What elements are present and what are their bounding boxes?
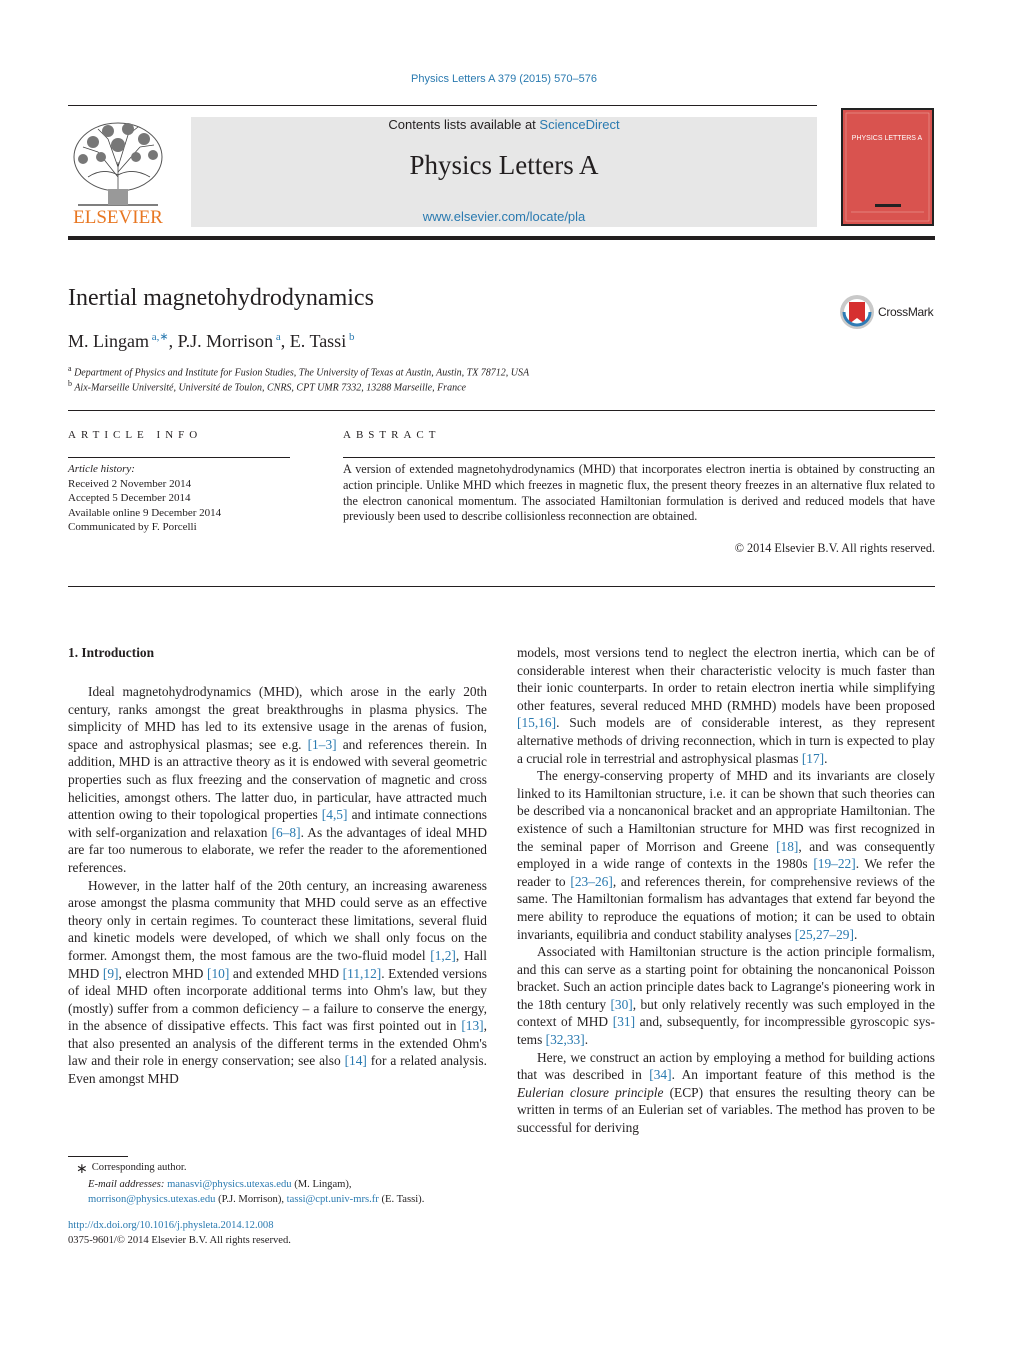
contents-available-line xyxy=(191,117,817,132)
reference-link[interactable]: [15,16] xyxy=(517,715,557,731)
issn-line: 0375-9601/© 2014 Elsevier B.V. All rights reserved. xyxy=(68,1235,291,1246)
paragraph xyxy=(68,877,487,1088)
email-link-morrison[interactable]: morrison@physics.utexas.edu xyxy=(88,1194,216,1205)
author-list xyxy=(68,330,354,352)
paragraph xyxy=(68,683,487,877)
reference-link[interactable]: [9] xyxy=(102,965,119,981)
abstract-heading: ABSTRACT xyxy=(343,429,441,441)
text-run: . xyxy=(853,926,858,942)
crossmark-icon xyxy=(839,294,875,330)
reference-link[interactable]: [19–22] xyxy=(813,856,856,872)
journal-url-link[interactable]: www.elsevier.com/locate/pla xyxy=(422,209,586,224)
email-link-lingam[interactable]: manasvi@physics.utexas.edu xyxy=(167,1179,292,1190)
accepted-date: Accepted 5 December 2014 xyxy=(68,492,191,504)
author-name: E. Tassi xyxy=(289,331,347,351)
doi-link[interactable]: http://dx.doi.org/10.1016/j.physleta.2014.12.008 xyxy=(68,1220,274,1231)
email-owner: (M. Lingam), xyxy=(291,1179,352,1190)
reference-link[interactable]: [11,12] xyxy=(342,965,382,981)
reference-link[interactable]: [23–26] xyxy=(570,873,613,889)
footnote-rule xyxy=(68,1156,128,1157)
email-owner: (E. Tassi). xyxy=(378,1194,425,1205)
reference-link[interactable]: [13] xyxy=(461,1018,484,1034)
header-thick-rule xyxy=(68,236,935,240)
reference-link[interactable]: [34] xyxy=(649,1067,672,1083)
footnote xyxy=(68,1160,488,1207)
affiliation-text: Aix-Marseille Université, Université de Toulon, CNRS, CPT UMR 7332, 13288 Marseille, France xyxy=(74,382,466,394)
reference-link[interactable]: [10] xyxy=(207,965,230,981)
emphasis-text: Eulerian closure principle xyxy=(517,1084,664,1100)
text-run: , electron MHD xyxy=(118,965,208,981)
text-run: . Extended versions of ideal MHD often incorporate additional terms into Ohm's law, but they (mostly) suffer from a common deficiency – a failure to conserve the energy, in the absence of dissipative effects. This fact was first pointed out in xyxy=(68,965,487,1034)
reference-link[interactable]: [4,5] xyxy=(321,807,348,823)
text-run: . xyxy=(824,750,828,766)
reference-link[interactable]: [6–8] xyxy=(271,824,301,840)
reference-link[interactable]: [18] xyxy=(776,838,799,854)
cover-title: PHYSICS LETTERS A xyxy=(851,135,923,142)
abstract-copyright: © 2014 Elsevier B.V. All rights reserved. xyxy=(734,541,935,555)
paragraph xyxy=(517,644,935,767)
author-affiliation-mark[interactable]: a xyxy=(273,331,281,343)
text-run: Here, we construct an action by employing a method for building actions that was described in xyxy=(517,1049,935,1083)
text-run: However, in the latter half of the 20th century, an increasing awareness arose amongst the plasma community that MHD could serve as an effective theory only in certain regimes. To counteract these limitations, several fluid and kinetic models were developed, of which we shall only focus on the former. Amongst them, the most famous are the two-fluid model xyxy=(68,877,487,963)
header-rule xyxy=(68,105,817,106)
author-affiliation-mark[interactable]: b xyxy=(346,331,355,343)
reference-link[interactable]: [30] xyxy=(610,996,633,1012)
text-run: , and references therein, for comprehensive reviews of the same. The Hamiltonian formalism has advantages that extend far beyond the mere ability to reproduce the equations of motion; it can be used to obtain invariants, equilibria and conduct stability analyses xyxy=(517,873,935,942)
email-link-tassi[interactable]: tassi@cpt.univ-mrs.fr xyxy=(286,1194,379,1205)
email-label: E-mail addresses: xyxy=(88,1179,165,1190)
crossmark-badge[interactable] xyxy=(839,294,939,330)
online-date: Available online 9 December 2014 xyxy=(68,506,222,519)
contents-prefix: Contents lists available at xyxy=(388,117,540,132)
corresponding-author-note: Corresponding author. xyxy=(91,1162,187,1173)
abstract-rule xyxy=(343,457,935,458)
journal-citation[interactable]: Physics Letters A 379 (2015) 570–576 xyxy=(411,73,597,85)
affiliation-a xyxy=(68,364,529,378)
doi-block xyxy=(68,1218,291,1248)
text-run: (ECP) that ensures the resulting theory can be written in terms of an Eulerian set of variables. The method has proven to be successful for deriving xyxy=(517,1084,935,1136)
article-info-heading: ARTICLE INFO xyxy=(68,429,203,441)
received-date: Received 2 November 2014 xyxy=(68,477,192,490)
elsevier-wordmark: ELSEVIER xyxy=(73,207,163,227)
history-label: Article history: xyxy=(68,463,135,475)
reference-link[interactable]: [31] xyxy=(612,1014,636,1030)
text-run: . As the advantages of ideal MHD are far too numerous to elaborate, we refer the reader to the aforementioned references. xyxy=(68,824,487,875)
author-separator: , xyxy=(168,331,178,351)
communicated-by: Communicated by F. Porcelli xyxy=(68,521,197,533)
text-run: , that also presented an analysis of the different terms in the extended Ohm's law and their role in energy conservation; see also xyxy=(68,1018,487,1069)
text-run: and references therein. In addition, MHD is an attractive theory as it is endowed with several geometric properties such as flux freezing and the conservation of magnetic and cross helicities, amongst others. The latter duo, in particular, have attracted much attention owing to their topological properties xyxy=(68,736,488,823)
text-run: . xyxy=(584,1032,589,1048)
title-rule xyxy=(68,410,935,411)
text-run: The energy-conserving property of MHD and its invariants are closely linked to its Hamiltonian structure, i.e. it can be shown that such theories can be described via a noncanonical bracket and an appropriate Hamiltonian. The existence of such a Hamiltonian structure for MHD was first recognized in the seminal paper of Morrison and Greene xyxy=(517,768,935,854)
text-run: Associated with Hamiltonian structure is the action principle formalism, and this can serve as a starting point for obtaining the noncanonical Poisson bracket. Such an action principle dates back to Lagrange's pioneering work in the 18th century xyxy=(517,944,935,1012)
sciencedirect-link[interactable]: ScienceDirect xyxy=(539,117,620,132)
text-run: , but only relatively recently was such employed in the context of MHD xyxy=(517,996,935,1030)
text-run: , Hall MHD xyxy=(68,947,487,981)
text-run: , and was consequently employed in a wide range of contexts in the 1980s xyxy=(517,838,935,872)
text-run: . Such models are of considerable interest, as they represent alternative methods of driving reconnection, which in turn is expected to play a crucial role in terrestrial and astrophysical plasmas xyxy=(517,715,935,766)
paragraph xyxy=(517,1049,935,1137)
author-name: M. Lingam xyxy=(68,331,149,351)
reference-link[interactable]: [1–3] xyxy=(307,736,337,752)
article-title: Inertial magnetohydrodynamics xyxy=(68,285,374,311)
article-history xyxy=(68,462,290,535)
info-rule xyxy=(68,457,290,458)
text-run: and extended MHD xyxy=(229,965,343,981)
paragraph xyxy=(517,943,935,1049)
reference-link[interactable]: [1,2] xyxy=(430,947,456,963)
body-column-left xyxy=(68,683,487,1088)
author-name: P.J. Morrison xyxy=(177,331,274,351)
elsevier-tree-icon xyxy=(68,117,168,227)
affiliation-mark: b xyxy=(68,379,72,388)
section-heading: 1. Introduction xyxy=(68,645,155,660)
journal-name: Physics Letters A xyxy=(409,150,599,180)
reference-link[interactable]: [17] xyxy=(801,750,825,766)
text-run: and intimate connections with self-organization and relaxation xyxy=(68,807,487,840)
text-run: Ideal magnetohydrodynamics (MHD), which arose in the early 20th century, ranks amongst the great breakthroughs in plasma physics. The simplicity of MHD has led to its extensive usage in the arenas of fusion, space and astrophysical plasmas; see e.g. xyxy=(68,684,487,752)
crossmark-label: CrossMark xyxy=(878,305,934,319)
footnote-star: ∗ xyxy=(76,1162,88,1177)
journal-cover-image xyxy=(841,108,934,226)
text-run: and, subsequently, for incompressible gyroscopic systems xyxy=(517,1014,935,1048)
text-run: . We refer the reader to xyxy=(517,856,936,889)
affiliation-b xyxy=(68,379,466,393)
body-column-right xyxy=(517,644,935,1137)
reference-link[interactable]: [25,27–29] xyxy=(794,926,854,942)
reference-link[interactable]: [32,33] xyxy=(545,1032,585,1048)
affiliation-mark: a xyxy=(68,364,72,373)
abstract-bottom-rule xyxy=(68,586,935,587)
abstract-text: A version of extended magnetohydrodynamics (MHD) that incorporates electron inertia is obtained by constructing an action principle. Unlike MHD which freezes in magnetic flux, the present theory freezes in an alternative flux related to the electron canonical momentum. The associated Hamiltonian formulation is derived and reduced models that have previously been used to describe collisionless reconnection are obtained. xyxy=(343,462,935,524)
email-owner: (P.J. Morrison), xyxy=(215,1194,287,1205)
author-affiliation-mark[interactable]: a,∗ xyxy=(149,331,169,343)
reference-link[interactable]: [14] xyxy=(344,1053,367,1069)
text-run: . An important feature of this method is the xyxy=(671,1067,935,1083)
author-separator: , xyxy=(280,331,290,351)
text-run: models, most versions tend to neglect the electron inertia, which can be of considerable interest when their characteristic velocity is much faster than their ionic counterparts. In order to retain electron inertia while simplifying other features, several reduced MHD (RMHD) models have been proposed xyxy=(517,645,935,713)
affiliation-text: Department of Physics and Institute for Fusion Studies, The University of Texas at Austin, Austin, TX 78712, USA xyxy=(74,367,530,379)
text-run: for a related analysis. Even amongst MHD xyxy=(68,1053,487,1087)
elsevier-logo xyxy=(68,117,168,227)
paragraph xyxy=(517,767,935,943)
